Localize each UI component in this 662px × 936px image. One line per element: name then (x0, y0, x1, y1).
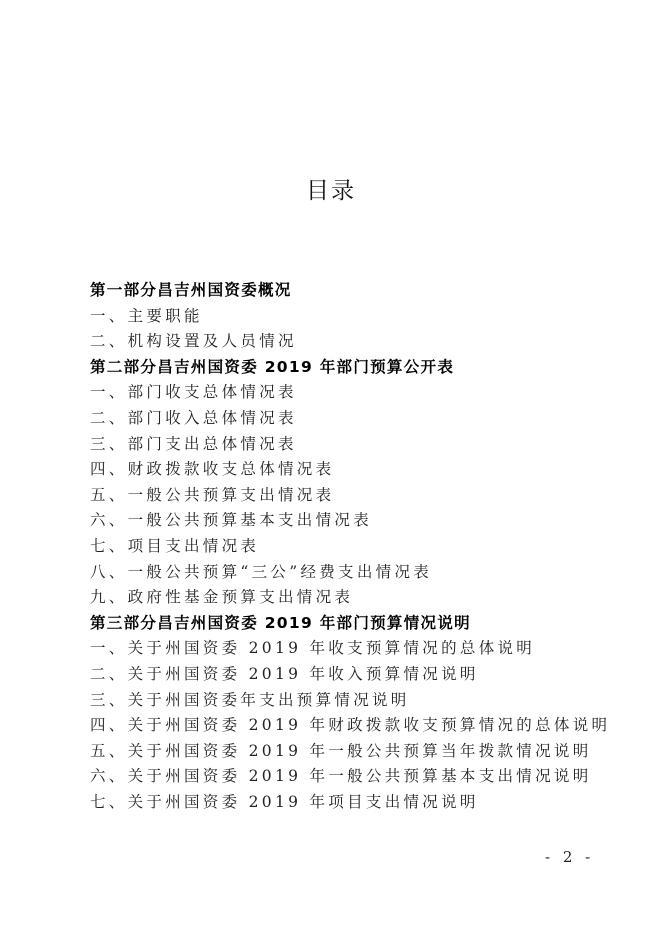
toc-entry: 二、关于州国资委 2019 年收入预算情况说明 (90, 664, 479, 683)
toc-entry: 一、关于州国资委 2019 年收支预算情况的总体说明 (90, 639, 536, 658)
table-of-contents (90, 278, 610, 815)
toc-entry: 四、关于州国资委 2019 年财政拨款收支预算情况的总体说明 (90, 716, 611, 735)
toc-entry: 一、主要职能 (90, 306, 203, 325)
toc-entry: 七、关于州国资委 2019 年项目支出情况说明 (90, 792, 479, 811)
toc-entry: 七、项目支出情况表 (90, 536, 260, 555)
toc-entry: 二、部门收入总体情况表 (90, 408, 297, 427)
toc-entry: 三、关于州国资委年支出预算情况说明 (90, 690, 410, 709)
toc-entry: 三、部门支出总体情况表 (90, 434, 297, 453)
toc-entry: 九、政府性基金预算支出情况表 (90, 588, 354, 607)
toc-section-heading: 第一部分昌吉州国资委概况 (90, 281, 292, 299)
toc-entry: 六、一般公共预算基本支出情况表 (90, 511, 373, 530)
toc-entry: 五、关于州国资委 2019 年一般公共预算当年拨款情况说明 (90, 741, 592, 760)
toc-entry: 八、一般公共预算“三公”经费支出情况表 (90, 562, 433, 581)
page-title: 目录 (306, 178, 356, 204)
toc-entry: 五、一般公共预算支出情况表 (90, 485, 335, 504)
toc-entry: 二、机构设置及人员情况 (90, 332, 297, 351)
toc-entry: 一、部门收支总体情况表 (90, 383, 297, 402)
toc-section-heading: 第三部分昌吉州国资委 2019 年部门预算情况说明 (90, 613, 471, 632)
toc-section-heading: 第二部分昌吉州国资委 2019 年部门预算公开表 (90, 357, 455, 376)
toc-entry: 四、财政拨款收支总体情况表 (90, 460, 335, 479)
page-number: - 2 - (545, 848, 595, 866)
toc-entry: 六、关于州国资委 2019 年一般公共预算基本支出情况说明 (90, 767, 592, 786)
